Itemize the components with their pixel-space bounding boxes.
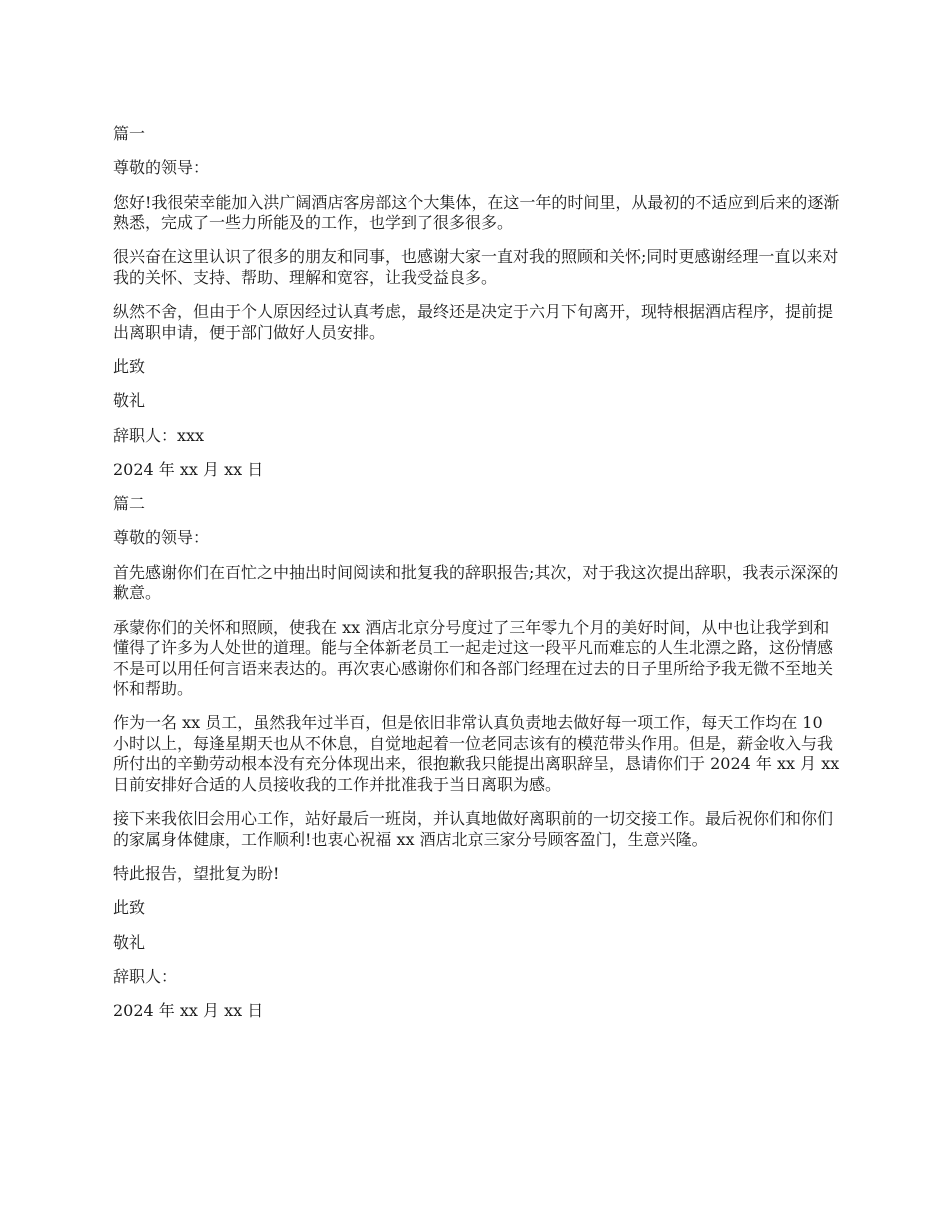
regards-2: 敬礼 bbox=[113, 932, 146, 952]
paragraph: 您好!我很荣幸能加入洪广阔酒店客房部这个大集体，在这一年的时间里，从最初的不适应到后来的逐渐熟悉，完成了一些力所能及的工作，也学到了很多很多。 bbox=[113, 192, 840, 233]
regards-1: 敬礼 bbox=[113, 391, 146, 411]
paragraph: 作为一名 xx 员工，虽然我年过半百，但是依旧非常认真负责地去做好每一项工作，每天工作均在 10 小时以上，每逢星期天也从不休息，自觉地起着一位老同志该有的模范带头作用。但是，薪金收入与我所付出的辛勤劳动根本没有充分体现出来，很抱歉我只能提出离职辞呈，恳请你们于 2024 年 xx 月 xx 日前安排好合适的人员接收我的工作并批准我于当日离职为感。 bbox=[113, 713, 840, 794]
salutation-2: 尊敬的领导： bbox=[113, 528, 210, 548]
paragraph: 纵然不舍，但由于个人原因经过认真考虑，最终还是决定于六月下旬离开，现特根据酒店程序，提前提出离职申请，便于部门做好人员安排。 bbox=[113, 302, 834, 342]
signatory-2: 辞职人： bbox=[113, 966, 178, 986]
date-1: 2024 年 xx 月 xx 日 bbox=[113, 459, 264, 479]
closing-1: 此致 bbox=[113, 356, 146, 376]
paragraph: 承蒙你们的关怀和照顾，使我在 xx 酒店北京分号度过了三年零九个月的美好时间，从中也让我学到和懂得了许多为人处世的道理。能与全体新老员工一起走过这一段平凡而难忘的人生北漂之路，这份情感不是可以用任何言语来表达的。再次衷心感谢你们和各部门经理在过去的日子里所给予我无微不至地关怀和帮助。 bbox=[113, 617, 834, 699]
paragraph: 接下来我依旧会用心工作，站好最后一班岗，并认真地做好离职前的一切交接工作。最后祝你们和你们的家属身体健康，工作顺利!也衷心祝福 xx 酒店北京三家分号顾客盈门，生意兴隆。 bbox=[113, 809, 834, 849]
paragraph: 首先感谢你们在百忙之中抽出时间阅读和批复我的辞职报告;其次，对于我这次提出辞职，我表示深深的歉意。 bbox=[113, 562, 839, 603]
salutation-1: 尊敬的领导： bbox=[113, 158, 210, 178]
paragraph: 很兴奋在这里认识了很多的朋友和同事，也感谢大家一直对我的照顾和关怀;同时更感谢经理一直以来对我的关怀、支持、帮助、理解和宽容，让我受益良多。 bbox=[113, 247, 839, 287]
paragraph: 特此报告，望批复为盼! bbox=[113, 863, 280, 883]
signatory-1: 辞职人：xxx bbox=[113, 425, 205, 445]
section-heading-1: 篇一 bbox=[113, 124, 146, 143]
document-body bbox=[113, 124, 841, 1035]
date-2: 2024 年 xx 月 xx 日 bbox=[113, 1001, 264, 1021]
closing-2: 此致 bbox=[113, 898, 146, 918]
section-heading-2: 篇二 bbox=[113, 494, 146, 514]
